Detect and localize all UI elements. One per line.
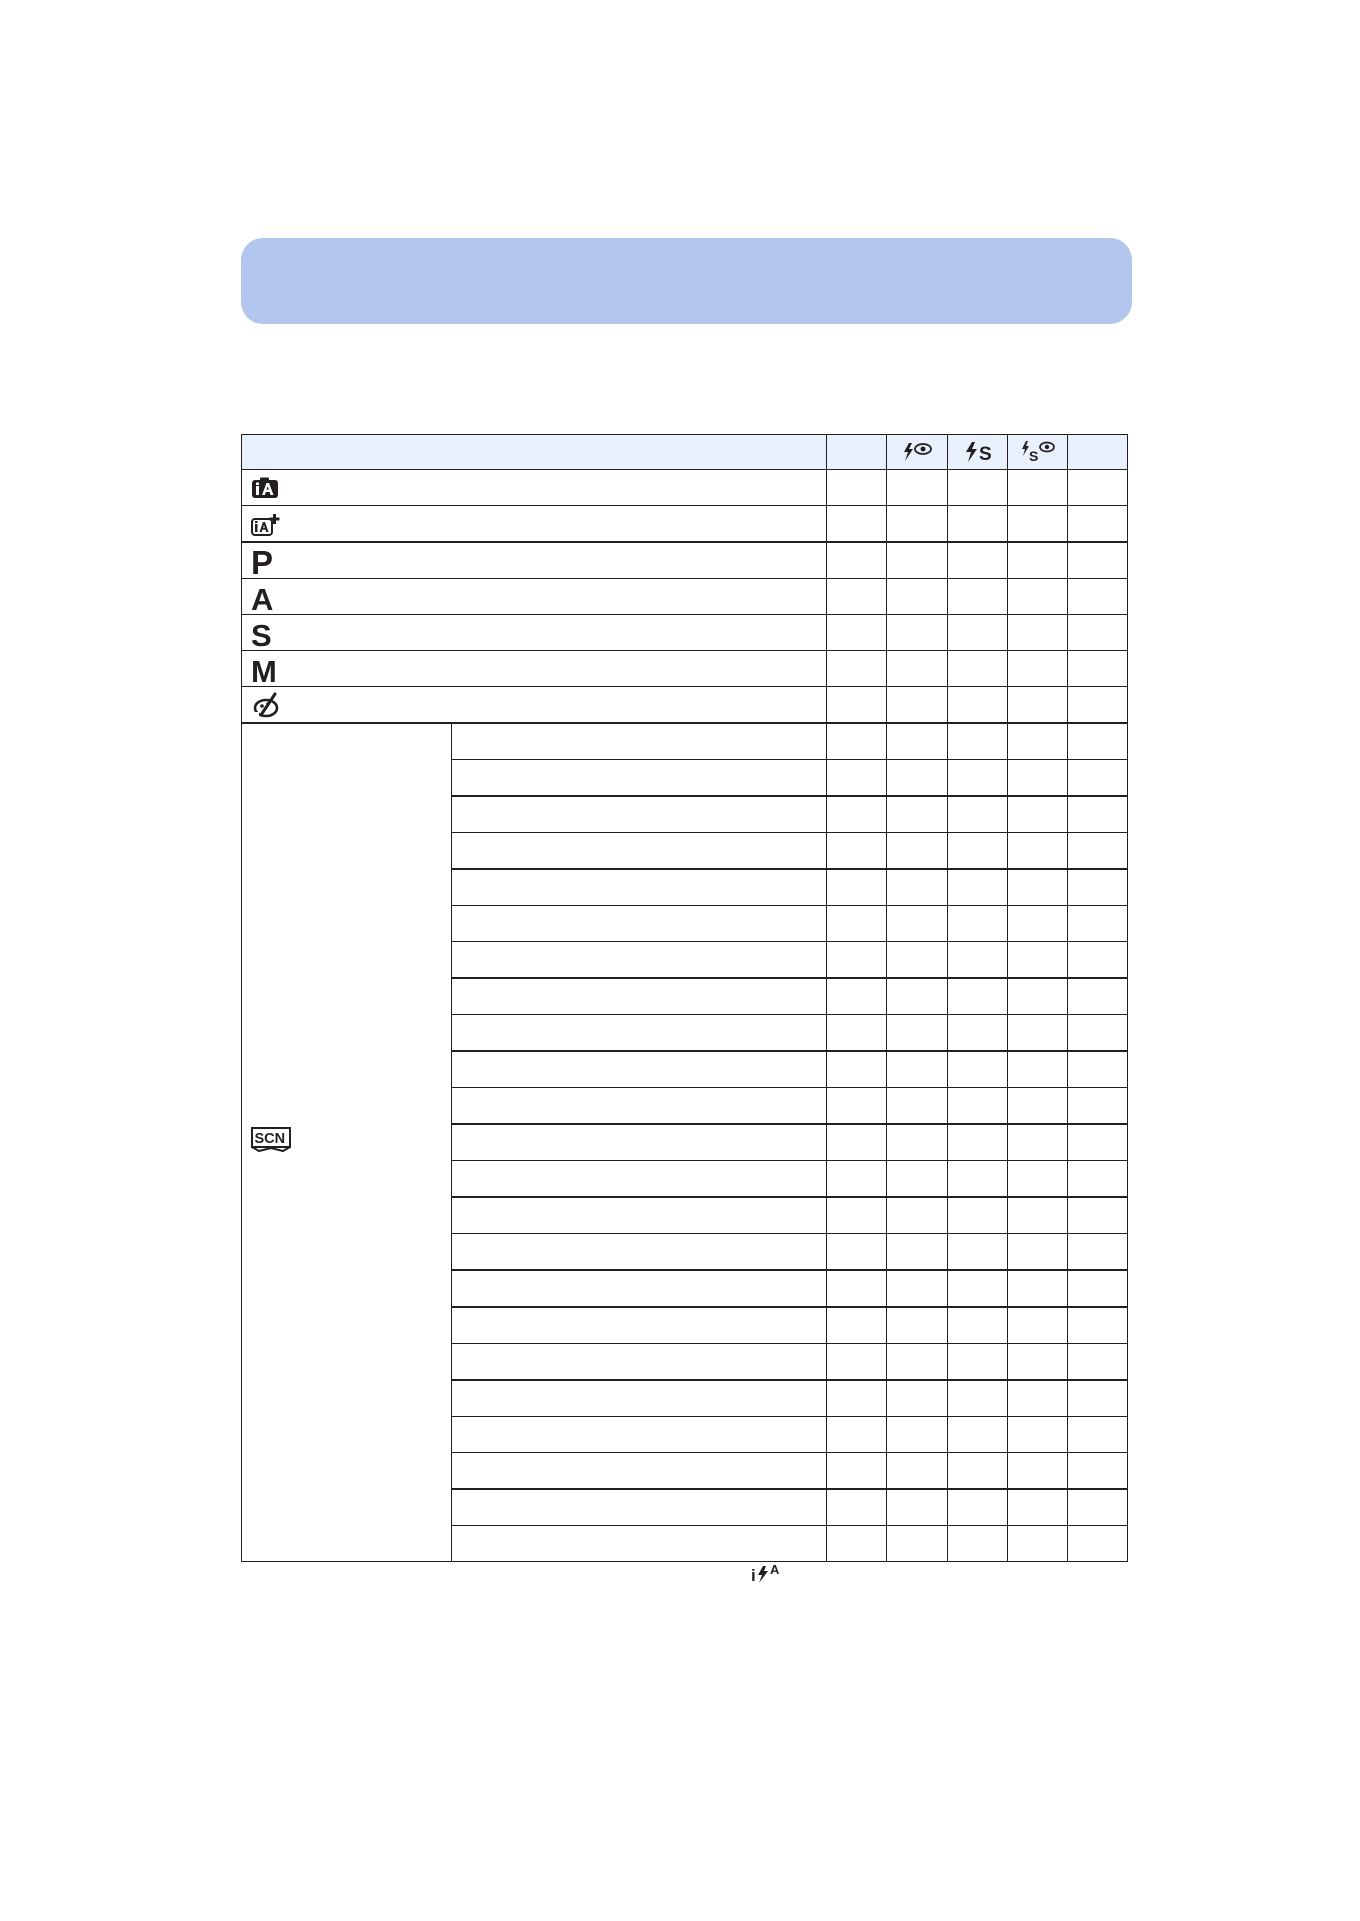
table-cell (1068, 1124, 1128, 1161)
table-cell (887, 1161, 948, 1198)
table-cell (827, 1489, 887, 1526)
mode-cell (242, 579, 827, 615)
table-cell (887, 942, 948, 979)
scene-name-cell (452, 1489, 827, 1526)
table-cell (827, 542, 887, 579)
scene-name-cell (452, 833, 827, 870)
table-cell (1068, 687, 1128, 724)
table-row (242, 615, 1128, 651)
table-cell (948, 1344, 1008, 1381)
scene-name-cell (452, 1051, 827, 1088)
table-header-row (242, 435, 1128, 470)
table-cell (827, 506, 887, 543)
table-cell (887, 906, 948, 942)
table-cell (948, 1417, 1008, 1453)
scene-table-row (242, 723, 1128, 760)
table-cell (948, 1124, 1008, 1161)
table-cell (827, 906, 887, 942)
table-cell (948, 687, 1008, 724)
table-cell (1068, 1088, 1128, 1125)
table-cell (827, 1015, 887, 1052)
table-cell (827, 579, 887, 615)
header-flash-column (948, 435, 1008, 470)
header-flash-column (1068, 435, 1128, 470)
table-cell (827, 723, 887, 760)
table-cell (887, 1234, 948, 1271)
program-mode-icon (242, 543, 826, 578)
header-mode-label-cell (242, 435, 827, 470)
table-cell (887, 1088, 948, 1125)
scene-name-cell (452, 796, 827, 833)
table-cell (827, 942, 887, 979)
table-cell (1008, 760, 1068, 797)
table-cell (1008, 1088, 1068, 1125)
table-cell (1068, 869, 1128, 906)
table-cell (1068, 1197, 1128, 1234)
table-cell (948, 651, 1008, 687)
table-cell (1008, 506, 1068, 543)
flash-red-eye-icon (887, 435, 947, 469)
table-cell (887, 687, 948, 724)
table-cell (1008, 1307, 1068, 1344)
table-cell (887, 833, 948, 870)
table-cell (887, 1453, 948, 1490)
mode-cell (242, 506, 827, 543)
table-cell (948, 579, 1008, 615)
table-cell (1008, 942, 1068, 979)
table-cell (1068, 1234, 1128, 1271)
table-cell (948, 1489, 1008, 1526)
table-cell (1068, 978, 1128, 1015)
table-cell (1008, 1161, 1068, 1198)
table-cell (827, 1124, 887, 1161)
table-cell (827, 687, 887, 724)
table-cell (1008, 1270, 1068, 1307)
table-cell (1068, 723, 1128, 760)
table-cell (887, 579, 948, 615)
table-row (242, 687, 1128, 724)
table-row (242, 542, 1128, 579)
table-cell (1068, 906, 1128, 942)
table-cell (948, 470, 1008, 506)
scene-name-cell (452, 1088, 827, 1125)
table-cell (827, 1453, 887, 1490)
table-cell (1068, 942, 1128, 979)
table-cell (887, 1270, 948, 1307)
table-cell (827, 1344, 887, 1381)
table-cell (1068, 1161, 1128, 1198)
scene-name-cell (452, 1417, 827, 1453)
table-cell (948, 833, 1008, 870)
scene-name-cell (452, 1344, 827, 1381)
scene-mode-group-cell (242, 723, 452, 1562)
section-header-banner (241, 238, 1132, 324)
table-cell (827, 1161, 887, 1198)
table-cell (948, 1051, 1008, 1088)
scene-name-cell (452, 1270, 827, 1307)
table-cell (948, 1526, 1008, 1562)
table-cell (1068, 796, 1128, 833)
table-row (242, 579, 1128, 615)
table-cell (1068, 506, 1128, 543)
table-cell (887, 1344, 948, 1381)
scene-name-cell (452, 1197, 827, 1234)
aperture-priority-icon (242, 579, 826, 614)
scene-mode-label: SCN (254, 1131, 286, 1147)
table-cell (1068, 1307, 1128, 1344)
table-cell (1008, 1417, 1068, 1453)
scene-name-cell (452, 906, 827, 942)
table-cell (1008, 1051, 1068, 1088)
scene-name-cell (452, 978, 827, 1015)
table-cell (948, 760, 1008, 797)
scene-name-cell (452, 1234, 827, 1271)
table-cell (887, 1197, 948, 1234)
scene-mode-icon (251, 1127, 291, 1153)
table-cell (1008, 1124, 1068, 1161)
shutter-priority-icon (242, 615, 826, 650)
table-cell (827, 615, 887, 651)
footnote-a-label: A (770, 1562, 780, 1577)
table-cell (827, 470, 887, 506)
header-flash-column (887, 435, 948, 470)
table-cell (827, 651, 887, 687)
table-cell (1068, 542, 1128, 579)
table-cell (1008, 651, 1068, 687)
table-cell (887, 1124, 948, 1161)
table-cell (887, 542, 948, 579)
program-mode-letter: P (251, 545, 274, 576)
table-cell (948, 1015, 1008, 1052)
table-cell (887, 1526, 948, 1562)
mode-cell (242, 615, 827, 651)
scene-name-cell (452, 869, 827, 906)
table-cell (827, 1051, 887, 1088)
table-cell (1008, 1489, 1068, 1526)
table-cell (1008, 1453, 1068, 1490)
table-cell (1008, 1234, 1068, 1271)
table-cell (1068, 1526, 1128, 1562)
table-cell (1068, 1380, 1128, 1417)
table-cell (1008, 723, 1068, 760)
table-cell (827, 978, 887, 1015)
table-cell (827, 1417, 887, 1453)
table-cell (948, 542, 1008, 579)
table-cell (827, 1197, 887, 1234)
table-cell (887, 651, 948, 687)
table-cell (1068, 470, 1128, 506)
table-cell (1008, 579, 1068, 615)
table-cell (1008, 542, 1068, 579)
mode-cell (242, 470, 827, 506)
mode-cell (242, 542, 827, 579)
table-cell (1008, 1380, 1068, 1417)
table-cell (1008, 1015, 1068, 1052)
table-cell (948, 1234, 1008, 1271)
table-row (242, 651, 1128, 687)
table-cell (827, 1307, 887, 1344)
table-cell (1008, 906, 1068, 942)
table-cell (1068, 1417, 1128, 1453)
scene-name-cell (452, 1526, 827, 1562)
table-cell (887, 760, 948, 797)
table-cell (1068, 1453, 1128, 1490)
table-cell (827, 1088, 887, 1125)
table-cell (948, 906, 1008, 942)
slow-sync-red-eye-s-label: S (1028, 448, 1038, 464)
footnote-i-label: i (751, 1566, 756, 1584)
intelligent-auto-plus-icon (242, 506, 826, 541)
table-cell (1068, 1015, 1128, 1052)
table-cell (1008, 687, 1068, 724)
table-cell (887, 723, 948, 760)
flash-mode-table (241, 434, 1128, 1562)
table-cell (948, 1161, 1008, 1198)
creative-control-icon (242, 687, 826, 722)
aperture-mode-letter: A (251, 581, 274, 612)
scene-name-cell (452, 1453, 827, 1490)
table-cell (948, 869, 1008, 906)
table-cell (948, 1453, 1008, 1490)
table-cell (948, 1307, 1008, 1344)
scene-name-cell (452, 1380, 827, 1417)
table-cell (887, 796, 948, 833)
table-cell (1008, 978, 1068, 1015)
table-cell (1008, 1526, 1068, 1562)
table-cell (887, 615, 948, 651)
table-cell (827, 1526, 887, 1562)
slow-sync-s-label: S (978, 444, 992, 463)
table-cell (827, 1270, 887, 1307)
table-cell (1068, 579, 1128, 615)
table-cell (948, 796, 1008, 833)
table-cell (887, 470, 948, 506)
table-cell (887, 1051, 948, 1088)
table-cell (948, 1197, 1008, 1234)
table-cell (1068, 615, 1128, 651)
flash-slow-sync-red-eye-icon (1008, 435, 1067, 469)
flash-slow-sync-icon (948, 435, 1007, 469)
manual-mode-letter: M (251, 653, 277, 684)
table-cell (887, 978, 948, 1015)
table-cell (948, 506, 1008, 543)
table-cell (1008, 833, 1068, 870)
scene-name-cell (452, 723, 827, 760)
table-cell (827, 1380, 887, 1417)
table-cell (887, 506, 948, 543)
intelligent-auto-flash-icon (751, 1560, 783, 1589)
scene-name-cell (452, 942, 827, 979)
mode-cell (242, 687, 827, 724)
table-cell (1068, 651, 1128, 687)
table-cell (948, 1380, 1008, 1417)
table-cell (1068, 1344, 1128, 1381)
table-cell (1068, 833, 1128, 870)
scene-name-cell (452, 760, 827, 797)
shutter-mode-letter: S (251, 617, 272, 648)
table-cell (948, 942, 1008, 979)
table-cell (948, 1088, 1008, 1125)
table-cell (1008, 796, 1068, 833)
table-cell (827, 796, 887, 833)
table-cell (827, 1234, 887, 1271)
table-cell (887, 869, 948, 906)
table-row (242, 506, 1128, 543)
table-cell (827, 760, 887, 797)
header-flash-column (827, 435, 887, 470)
header-flash-column (1008, 435, 1068, 470)
scene-name-cell (452, 1124, 827, 1161)
manual-mode-icon (242, 651, 826, 686)
table-row (242, 470, 1128, 506)
table-cell (887, 1015, 948, 1052)
table-cell (1068, 1489, 1128, 1526)
scene-name-cell (452, 1015, 827, 1052)
table-cell (1068, 1051, 1128, 1088)
mode-cell (242, 651, 827, 687)
table-cell (887, 1380, 948, 1417)
table-cell (948, 615, 1008, 651)
table-cell (887, 1417, 948, 1453)
intelligent-auto-icon (242, 470, 826, 505)
table-cell (948, 1270, 1008, 1307)
table-cell (827, 869, 887, 906)
table-cell (1068, 760, 1128, 797)
scene-name-cell (452, 1161, 827, 1198)
table-cell (1008, 615, 1068, 651)
table-cell (948, 723, 1008, 760)
table-cell (1008, 470, 1068, 506)
table-cell (887, 1489, 948, 1526)
table-cell (1068, 1270, 1128, 1307)
table-cell (827, 833, 887, 870)
table-cell (1008, 1197, 1068, 1234)
table-cell (887, 1307, 948, 1344)
table-cell (1008, 869, 1068, 906)
scene-name-cell (452, 1307, 827, 1344)
table-cell (1008, 1344, 1068, 1381)
table-cell (948, 978, 1008, 1015)
